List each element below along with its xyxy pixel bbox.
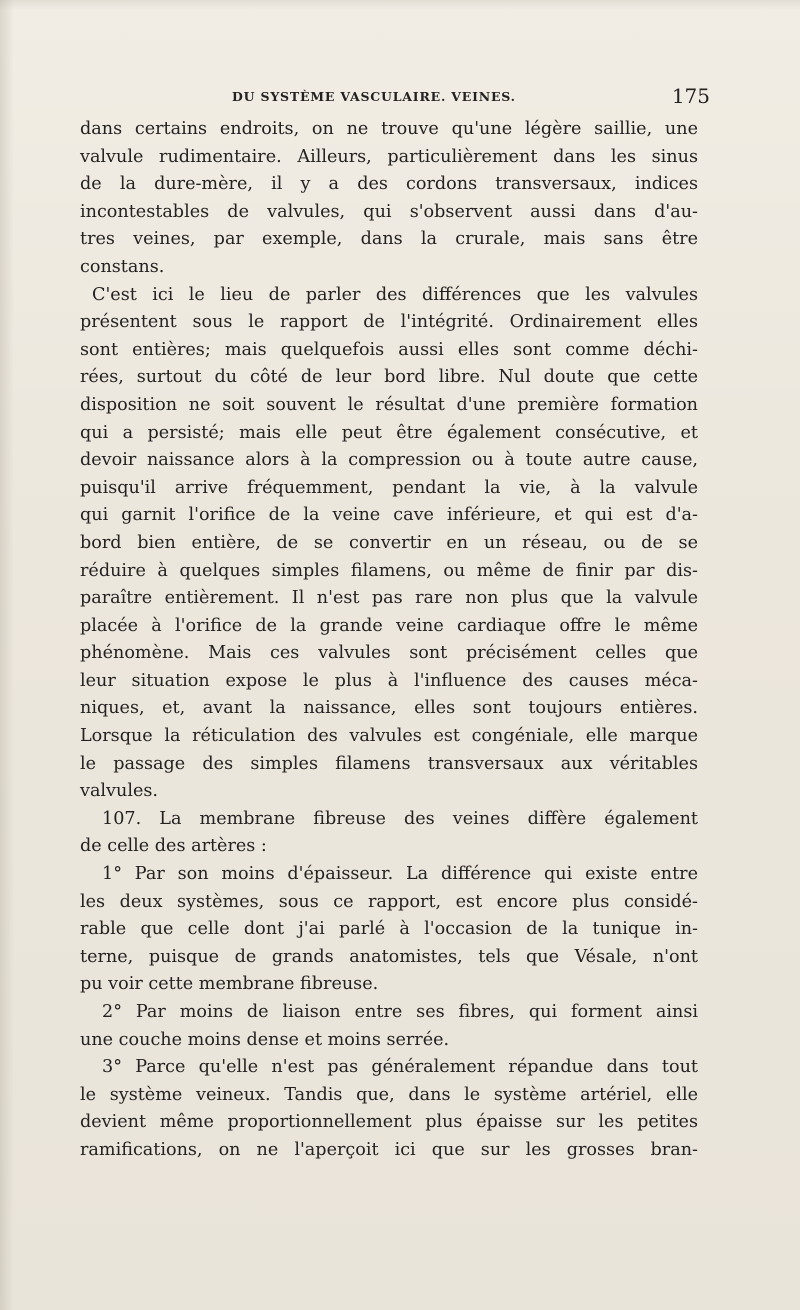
- text-line: devient même proportionnellement plus épaisse sur les petites: [80, 1112, 698, 1133]
- text-line: puisqu'il arrive fréquemment, pendant la vie, à la valvule: [80, 477, 698, 498]
- text-line: rable que celle dont j'ai parlé à l'occasion de la tunique in-: [80, 919, 698, 940]
- text-line: leur situation expose le plus à l'influence des causes méca-: [80, 670, 698, 691]
- text-line: devoir naissance alors à la compression ou à toute autre cause,: [80, 450, 698, 471]
- text-line: qui garnit l'orifice de la veine cave inférieure, et qui est d'a-: [80, 505, 698, 526]
- text-line: Lorsque la réticulation des valvules est congéniale, elle marque: [80, 726, 698, 747]
- text-line: 2° Par moins de liaison entre ses fibres, qui forment ainsi: [102, 1002, 698, 1022]
- text-line: une couche moins dense et moins serrée.: [80, 1029, 450, 1050]
- text-line: 107. La membrane fibreuse des veines diffère également: [102, 808, 698, 829]
- text-line: constans.: [80, 256, 165, 277]
- text-line: valvules.: [80, 781, 158, 802]
- text-line: dans certains endroits, on ne trouve qu'une légère saillie, une: [80, 119, 698, 139]
- text-line: placée à l'orifice de la grande veine cardiaque offre le même: [80, 615, 698, 636]
- text-line: 1° Par son moins d'épaisseur. La différence qui existe entre: [102, 864, 698, 885]
- text-line: pu voir cette membrane fibreuse.: [80, 974, 379, 995]
- text-line: phénomène. Mais ces valvules sont précisément celles que: [80, 643, 698, 664]
- text-line: réduire à quelques simples filamens, ou même de finir par dis-: [80, 560, 698, 581]
- text-line: sont entières; mais quelquefois aussi elles sont comme déchi-: [80, 339, 698, 360]
- text-line: ramifications, on ne l'aperçoit ici que sur les grosses bran-: [80, 1139, 698, 1160]
- text-line: incontestables de valvules, qui s'observent aussi dans d'au-: [80, 201, 698, 222]
- running-head: [80, 84, 710, 108]
- text-line: de celle des artères :: [80, 836, 267, 857]
- text-line: niques, et, avant la naissance, elles sont toujours entières.: [80, 698, 698, 719]
- text-line: terne, puisque de grands anatomistes, tels que Vésale, n'ont: [80, 946, 698, 967]
- text-line: paraître entièrement. Il n'est pas rare non plus que la valvule: [80, 588, 698, 609]
- text-line: rées, surtout du côté de leur bord libre. Nul doute que cette: [80, 367, 698, 388]
- text-line: bord bien entière, de se convertir en un réseau, ou de se: [80, 532, 698, 553]
- text-line: C'est ici le lieu de parler des différences que les valvules: [92, 284, 698, 305]
- running-title: DU SYSTÈME VASCULAIRE. VEINES.: [232, 89, 516, 104]
- text-line: 3° Parce qu'elle n'est pas généralement répandue dans tout: [102, 1057, 698, 1078]
- text-line: les deux systèmes, sous ce rapport, est encore plus considé-: [80, 891, 698, 912]
- text-line: valvule rudimentaire. Ailleurs, particulièrement dans les sinus: [80, 146, 698, 167]
- text-line: qui a persisté; mais elle peut être également consécutive, et: [80, 422, 698, 443]
- page-number: 175: [671, 84, 710, 108]
- text-line: disposition ne soit souvent le résultat d'une première formation: [80, 394, 698, 415]
- text-line: tres veines, par exemple, dans la crurale, mais sans être: [80, 229, 698, 250]
- text-line: de la dure-mère, il y a des cordons transversaux, indices: [80, 174, 698, 195]
- text-line: présentent sous le rapport de l'intégrité. Ordinairement elles: [80, 312, 698, 333]
- body-text: [80, 116, 698, 1165]
- text-line: le passage des simples filamens transversaux aux véritables: [80, 753, 698, 774]
- text-line: le système veineux. Tandis que, dans le système artériel, elle: [80, 1084, 698, 1105]
